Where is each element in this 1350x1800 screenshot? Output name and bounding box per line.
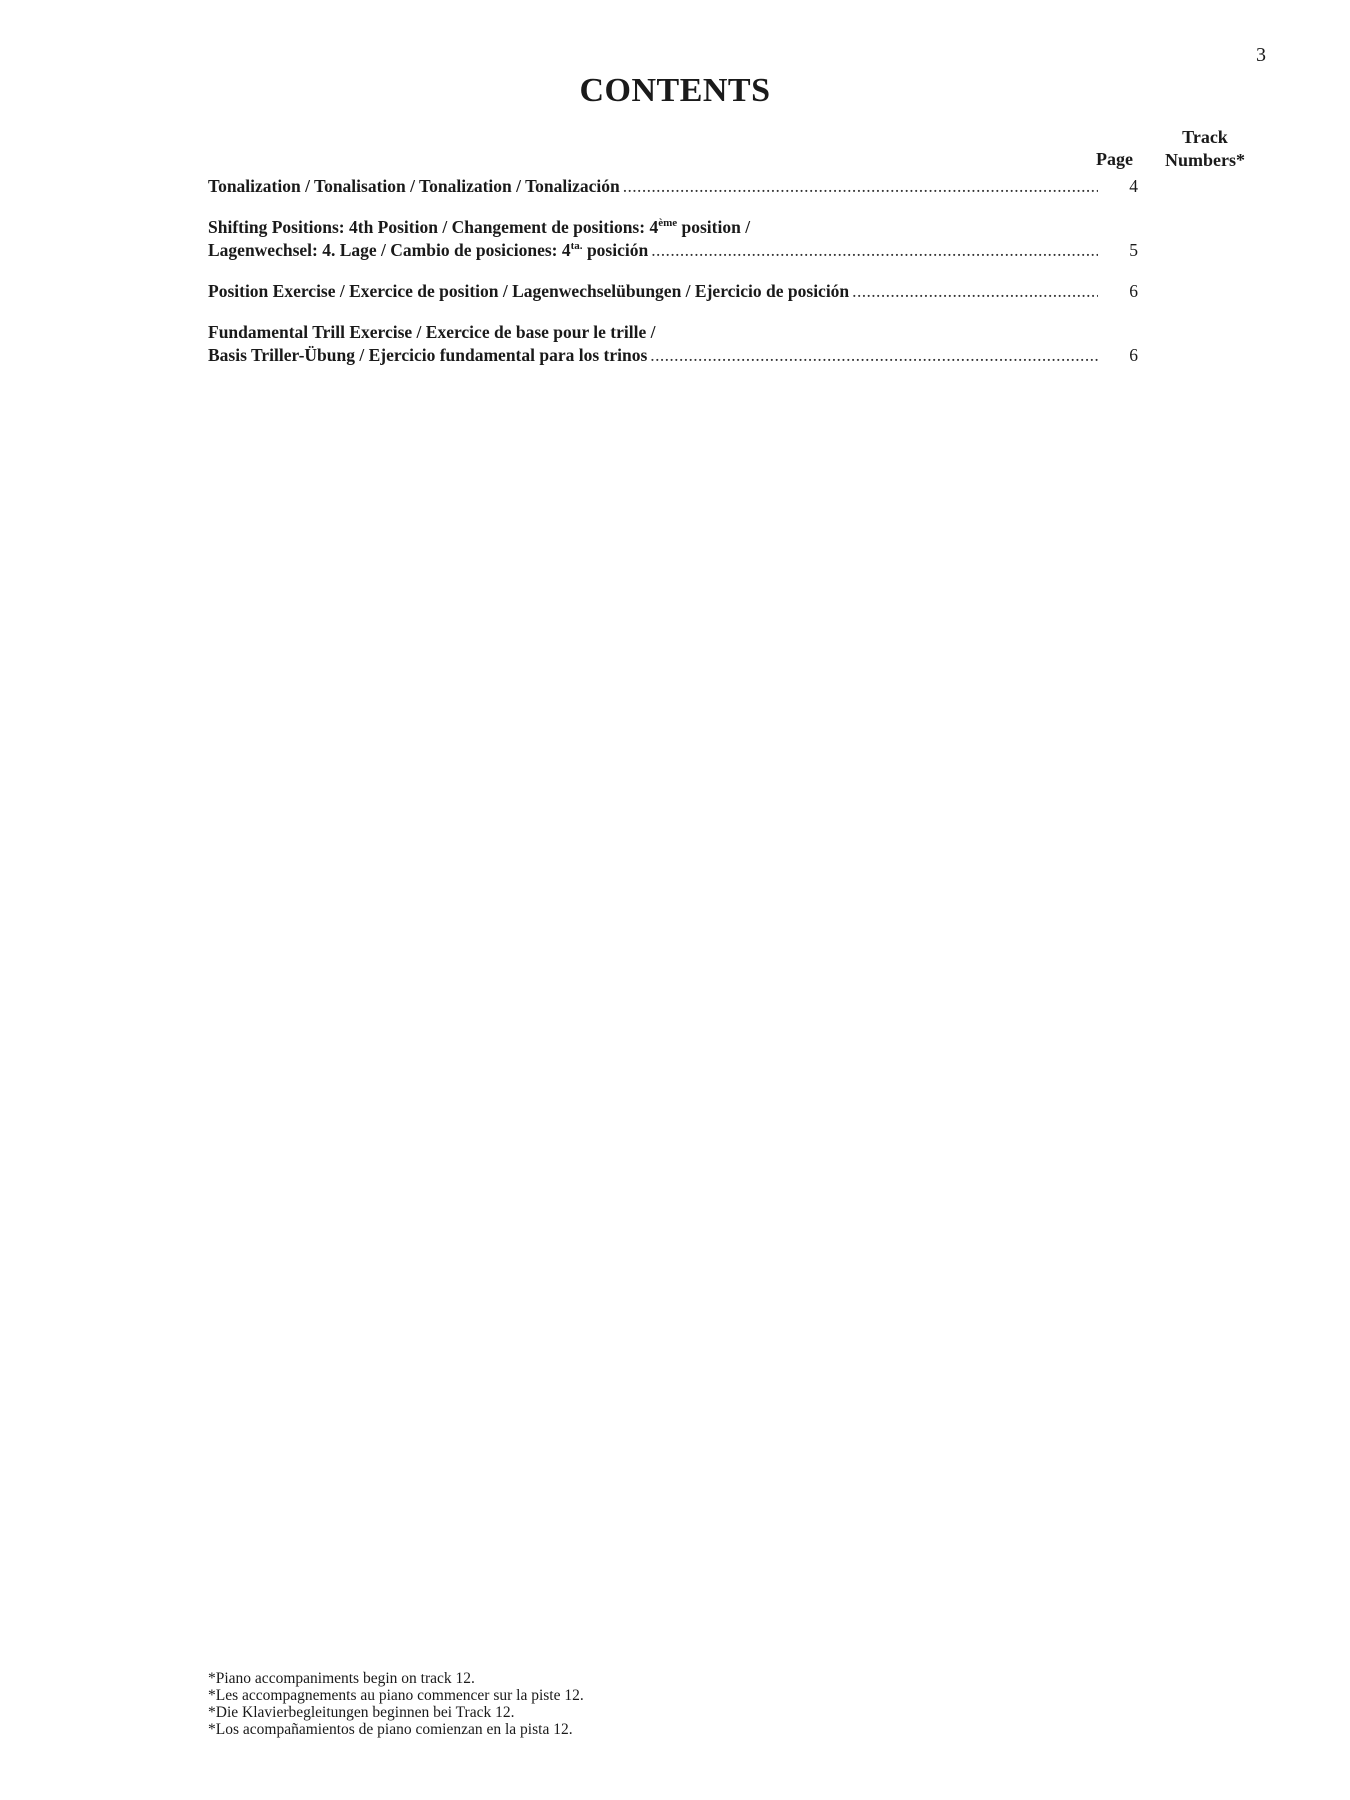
contents-entry <box>208 280 1308 303</box>
page-column-header: Page <box>1096 149 1133 169</box>
entry-last-line <box>208 175 1138 198</box>
contents-list <box>208 175 1308 385</box>
leader-dots <box>650 344 1098 367</box>
page-title: CONTENTS <box>579 72 771 109</box>
footnote: *Piano accompaniments begin on track 12. <box>208 1670 475 1687</box>
leader-dots <box>623 175 1098 198</box>
page-ref: 6 <box>1129 345 1138 365</box>
track-header-line-1: Track <box>1182 127 1228 147</box>
entry-title-line: Position Exercise / Exercice de position / Lagenwechselübungen / Ejercicio de posición <box>208 281 850 301</box>
contents-entry <box>208 175 1308 198</box>
page-number: 3 <box>1256 44 1266 66</box>
footnote: *Les accompagnements au piano commencer sur la piste 12. <box>208 1687 584 1704</box>
footnotes <box>208 1670 584 1738</box>
track-column-header <box>1158 126 1252 172</box>
contents-entry <box>208 216 1308 262</box>
leader-dots <box>852 280 1098 303</box>
entry-title-line: Basis Triller-Übung / Ejercicio fundamental para los trinos <box>208 345 648 365</box>
contents-entry <box>208 321 1308 367</box>
entry-last-line <box>208 280 1138 303</box>
entry-last-line <box>208 344 1138 367</box>
footnote: *Los acompañamientos de piano comienzan en la pista 12. <box>208 1721 573 1738</box>
entry-title-line: Lagenwechsel: 4. Lage / Cambio de posiciones: $4^{ta.}$ posición <box>208 240 649 260</box>
entry-title-line: Fundamental Trill Exercise / Exercice de base pour le trille / <box>208 322 656 342</box>
leader-dots <box>651 239 1098 262</box>
footnote: *Die Klavierbegleitungen beginnen bei Track 12. <box>208 1704 515 1721</box>
entry-title-line: Tonalization / Tonalisation / Tonalization / Tonalización <box>208 176 620 196</box>
entry-title-line: Shifting Positions: 4th Position / Changement de positions: 4ème position / <box>208 217 751 237</box>
page-ref: 4 <box>1129 176 1138 196</box>
page-ref: 6 <box>1129 281 1138 301</box>
track-header-line-2: Numbers* <box>1165 150 1245 170</box>
entry-last-line <box>208 239 1138 262</box>
page-ref: 5 <box>1129 240 1138 260</box>
